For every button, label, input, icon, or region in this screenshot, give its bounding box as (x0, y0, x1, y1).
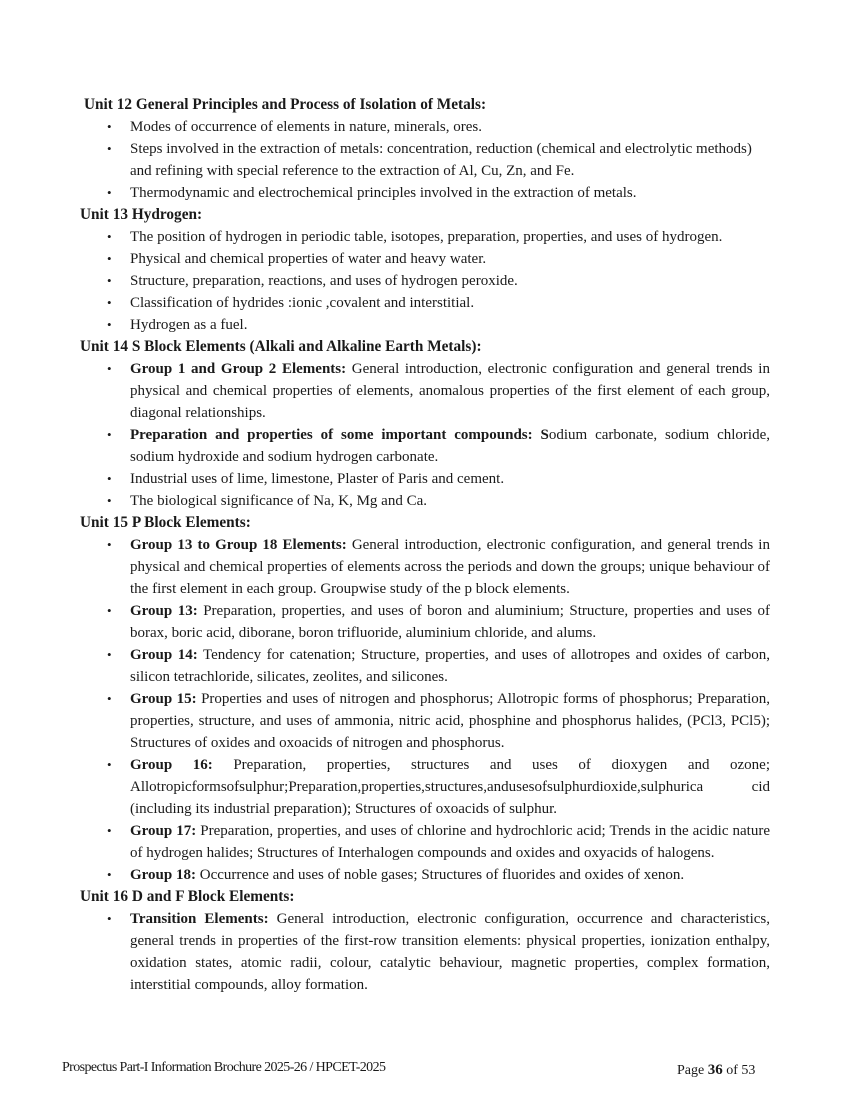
topic-text: Classification of hydrides :ionic ,covalent and interstitial. (130, 295, 475, 311)
topic-heading: Transition Elements: (130, 911, 269, 927)
topic-item (80, 534, 770, 600)
topic-text: Tendency for catenation; Structure, properties, and uses of allotropes and oxides of carbon, silicon tetrachloride, silicates, zeolites, and silicones. (130, 647, 770, 685)
unit-heading: Unit 16 D and F Block Elements: (80, 888, 295, 905)
bullet-icon: • (107, 493, 112, 508)
topic-text: The position of hydrogen in periodic table, isotopes, preparation, properties, and uses of hydrogen. (130, 229, 723, 245)
topic-heading: Preparation and properties of some important compounds: S (130, 427, 549, 443)
topic-item (80, 270, 770, 292)
topic-item (80, 226, 770, 248)
page-indicator (677, 1062, 755, 1079)
topic-text: Preparation, properties, and uses of boron and aluminium; Structure, properties and uses of borax, boric acid, diborane, boron trifluoride, aluminium chloride, and alums. (130, 603, 771, 641)
topic-text: odium carbonate, sodium chloride, sodium hydroxide and sodium hydrogen carbonate. (130, 427, 770, 465)
topic-text: Structure, preparation, reactions, and uses of hydrogen peroxide. (130, 273, 518, 289)
topic-item (80, 182, 770, 204)
bullet-icon: • (107, 141, 112, 156)
topic-text: Preparation, properties, structures and uses of dioxygen and ozone; Allotropicformsofsulphur;Preparation,properties,structures,andusesofsulphurdioxide,sulphurica cid (including its industrial preparation); Structures of oxoacids of sulphur. (130, 757, 771, 817)
topic-item (80, 468, 770, 490)
bullet-icon: • (107, 757, 112, 772)
bullet-icon: • (107, 273, 112, 288)
topic-item (80, 358, 770, 424)
footer-title: Prospectus Part-I Information Brochure 2025-26 / HPCET-2025 (62, 1060, 386, 1075)
bullet-icon: • (107, 317, 112, 332)
topic-item (80, 600, 770, 644)
topic-heading: Group 14: (130, 647, 198, 663)
topic-heading: Group 17: (130, 823, 197, 839)
bullet-icon: • (107, 361, 112, 376)
topic-item (80, 248, 770, 270)
bullet-icon: • (107, 471, 112, 486)
bullet-icon: • (107, 867, 112, 882)
unit-heading: Unit 15 P Block Elements: (80, 514, 251, 531)
bullet-icon: • (107, 427, 112, 442)
topic-text: General introduction, electronic configuration, occurrence and characteristics, general trends in properties of the first-row transition elements: physical properties, ionization enthalpy, oxidation states, atomic radii, colour, catalytic behaviour, magnetic properties, complex formation, interstitial compounds, alloy formation. (130, 911, 770, 993)
bullet-icon: • (107, 603, 112, 618)
topic-text: Steps involved in the extraction of metals: concentration, reduction (chemical and electrolytic methods) and refining with special reference to the extraction of Al, Cu, Zn, and Fe. (130, 141, 752, 179)
topic-item (80, 424, 770, 468)
topic-text: Modes of occurrence of elements in nature, minerals, ores. (130, 119, 482, 135)
topic-text: Physical and chemical properties of water and heavy water. (130, 251, 487, 267)
topic-list (80, 908, 770, 996)
page-label: Page (677, 1063, 705, 1078)
topic-text: Industrial uses of lime, limestone, Plaster of Paris and cement. (130, 471, 505, 487)
topic-text: Properties and uses of nitrogen and phosphorus; Allotropic forms of phosphorus; Preparation, properties, structure, and uses of ammonia, nitric acid, phosphine and phosphorus halides, (PCl3, PCl5); Structures of oxides and oxoacids of nitrogen and phosphorus. (130, 691, 770, 751)
bullet-icon: • (107, 537, 112, 552)
topic-item (80, 292, 770, 314)
bullet-icon: • (107, 691, 112, 706)
bullet-icon: • (107, 185, 112, 200)
page-total: of 53 (726, 1063, 756, 1078)
topic-text: General introduction, electronic configuration and general trends in physical and chemical properties of elements, anomalous properties of the first element of each group, diagonal relationships. (130, 361, 770, 421)
topic-heading: Group 13 to Group 18 Elements: (130, 537, 347, 553)
topic-list (80, 116, 770, 204)
topic-text: Preparation, properties, and uses of chlorine and hydrochloric acid; Trends in the acidic nature of hydrogen halides; Structures of Interhalogen compounds and oxides and oxyacids of halogens. (130, 823, 770, 861)
topic-text: Thermodynamic and electrochemical principles involved in the extraction of metals. (130, 185, 637, 201)
bullet-icon: • (107, 229, 112, 244)
unit-heading: Unit 12 General Principles and Process of Isolation of Metals: (84, 96, 487, 113)
topic-item (80, 490, 770, 512)
syllabus-content (80, 94, 770, 996)
bullet-icon: • (107, 295, 112, 310)
topic-text: Occurrence and uses of noble gases; Structures of fluorides and oxides of xenon. (195, 867, 685, 883)
unit-heading: Unit 14 S Block Elements (Alkali and Alkaline Earth Metals): (80, 338, 482, 355)
topic-list (80, 226, 770, 336)
topic-list (80, 358, 770, 512)
topic-item (80, 820, 770, 864)
topic-item (80, 908, 770, 996)
topic-item (80, 864, 770, 886)
topic-text: General introduction, electronic configuration, and general trends in physical and chemical properties of elements across the periods and down the groups; unique behaviour of the first element in each group. Groupwise study of the p block elements. (130, 537, 770, 597)
topic-heading: Group 1 and Group 2 Elements: (130, 361, 347, 377)
topic-item (80, 688, 770, 754)
topic-item (80, 116, 770, 138)
topic-text: Hydrogen as a fuel. (130, 317, 248, 333)
topic-item (80, 644, 770, 688)
topic-list (80, 534, 770, 886)
topic-heading: Group 18: (130, 867, 196, 883)
page-number: 36 (707, 1062, 723, 1078)
topic-heading: Group 15: (130, 691, 197, 707)
topic-heading: Group 16: (130, 757, 213, 773)
bullet-icon: • (107, 119, 112, 134)
topic-heading: Group 13: (130, 603, 198, 619)
topic-item (80, 314, 770, 336)
unit-heading: Unit 13 Hydrogen: (80, 206, 203, 223)
topic-item (80, 754, 770, 820)
topic-text: The biological significance of Na, K, Mg and Ca. (130, 493, 427, 509)
topic-item (80, 138, 770, 182)
bullet-icon: • (107, 911, 112, 926)
bullet-icon: • (107, 251, 112, 266)
bullet-icon: • (107, 823, 112, 838)
bullet-icon: • (107, 647, 112, 662)
